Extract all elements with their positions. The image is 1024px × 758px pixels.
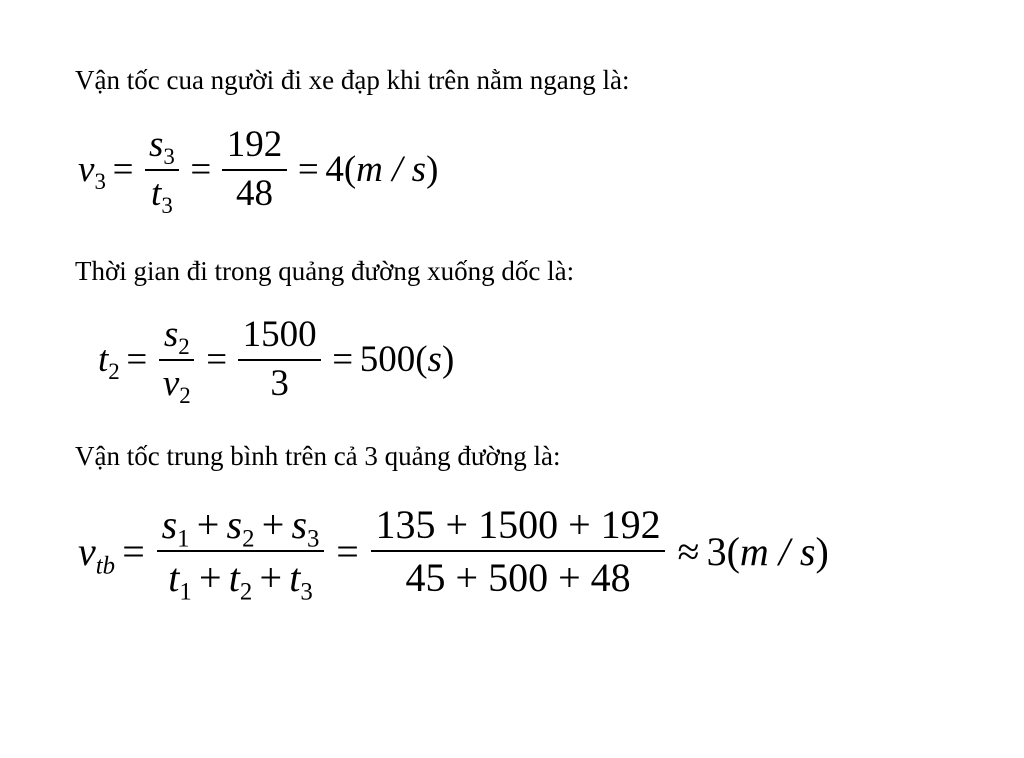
text-line-3: Vận tốc trung bình trên cả 3 quảng đường là:	[75, 441, 561, 471]
equation-velocity-3	[78, 124, 438, 216]
fraction-symbolic: $\frac{s_2}{v_2}$	[158, 314, 195, 406]
result: 4(m / s)	[325, 149, 439, 191]
variable: $v_{tb}$	[78, 528, 116, 580]
result: 500(s)	[359, 339, 455, 381]
result: 3(m / s)	[706, 528, 829, 574]
equals-sign: =	[297, 149, 319, 191]
equals-sign: =	[190, 149, 212, 191]
fraction-symbolic: $\frac{s_1 + s_2 + s_3}{t_1 + t_2 + t_3}$	[157, 502, 324, 601]
fraction-numeric: $\frac{192}{48}$	[222, 124, 286, 216]
fraction-symbolic: $\frac{s_3}{t_3}$	[145, 124, 180, 216]
equals-sign: =	[336, 528, 359, 574]
text-line-2: Thời gian đi trong quảng đường xuống dốc là:	[75, 256, 575, 286]
equation-time-2	[98, 314, 454, 406]
equation-average-velocity	[78, 502, 829, 606]
approx-sign: ≈	[677, 528, 700, 574]
equals-sign: =	[332, 339, 354, 381]
text-line-1: Vận tốc cua người đi xe đạp khi trên nằm ngang là:	[75, 65, 630, 95]
equals-sign: =	[126, 339, 148, 381]
fraction-numeric: $\frac{1500}{3}$	[238, 314, 321, 406]
variable: $v_3$	[78, 149, 106, 195]
variable: $t_2$	[98, 339, 120, 385]
equals-sign: =	[206, 339, 228, 381]
fraction-numeric: $\frac{135 + 1500 + 192}{45 + 500 + 48}$	[371, 502, 666, 601]
equals-sign: =	[122, 528, 145, 574]
equals-sign: =	[112, 149, 134, 191]
